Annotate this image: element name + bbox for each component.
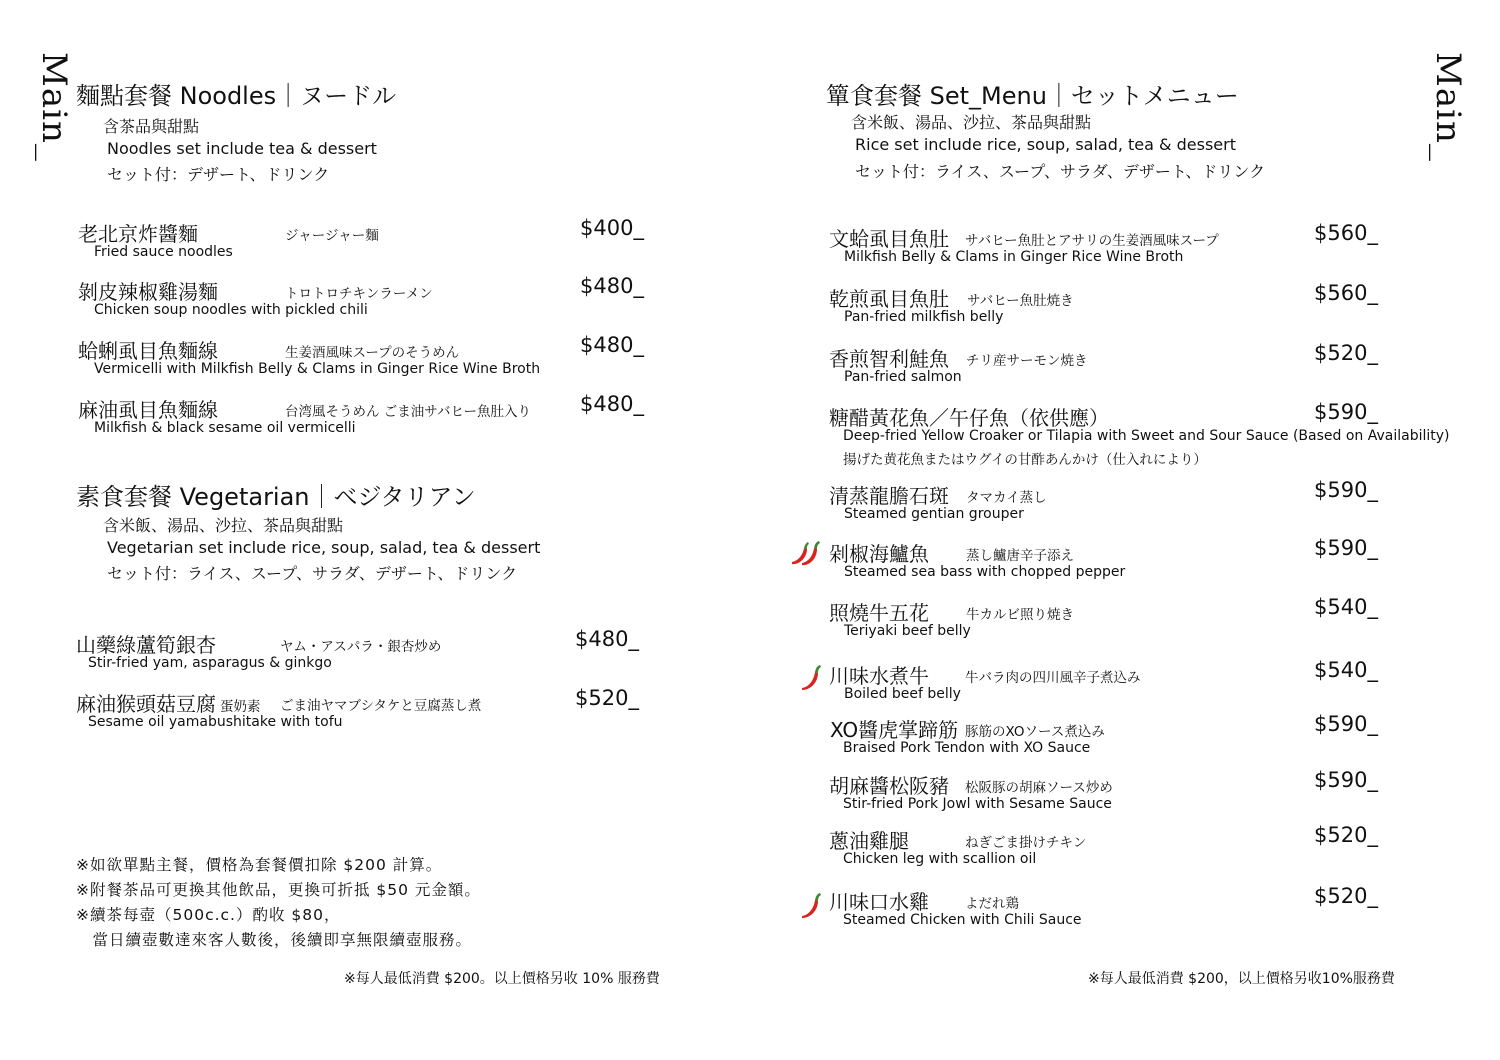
set-menu-sub-ja: セット付：ライス、スープ、サラダ、デザート、ドリンク	[855, 162, 1266, 181]
item-name-zh: 剁椒海鱸魚	[829, 542, 929, 566]
item-name-en: Vermicelli with Milkfish Belly & Clams in Ginger Rice Wine Broth	[94, 361, 541, 377]
noodles-title: 麵點套餐 Noodles｜ヌードル	[76, 82, 397, 110]
item-name-en: Deep-fried Yellow Croaker or Tilapia with Sweet and Sour Sauce (Based on Availability)	[843, 428, 1450, 444]
item-name-en: Boiled beef belly	[844, 686, 961, 702]
item-name-en: Stir-fried Pork Jowl with Sesame Sauce	[843, 796, 1112, 812]
item-price: $540_	[1314, 595, 1378, 619]
item-name-en: Pan-fried salmon	[844, 369, 962, 385]
item-name-ja: ジャージャー麵	[285, 228, 379, 244]
item-name-en: Pan-fried milkfish belly	[844, 309, 1004, 325]
item-name-en: Steamed sea bass with chopped pepper	[844, 564, 1126, 580]
item-name-zh: 乾煎虱目魚肚	[829, 287, 949, 311]
item-price: $560_	[1314, 221, 1378, 245]
item-name-zh: 清蒸龍膽石斑	[829, 484, 949, 508]
item-name-ja: 牛バラ肉の四川風辛子煮込み	[965, 670, 1141, 686]
item-price: $480_	[580, 274, 644, 298]
chili-pepper-icon	[788, 535, 822, 567]
item-name-zh: 剝皮辣椒雞湯麵	[78, 280, 218, 304]
item-name-zh: XO醬虎掌蹄筋	[830, 718, 959, 742]
item-name-en: Fried sauce noodles	[94, 244, 233, 260]
chili-pepper-icon	[798, 887, 824, 919]
item-name-zh: 蛤蜊虱目魚麵線	[78, 339, 218, 363]
item-name-ja: チリ産サーモン焼き	[966, 353, 1088, 369]
item-name-en: Chicken leg with scallion oil	[843, 851, 1037, 867]
note-line: 當日續壺數達來客人數後，後續即享無限續壺服務。	[76, 931, 473, 949]
item-name-ja: よだれ鶏	[965, 896, 1019, 912]
item-price: $480_	[580, 392, 644, 416]
vegetarian-title: 素食套餐 Vegetarian｜ベジタリアン	[76, 483, 476, 511]
noodles-sub-ja: セット付：デザート、ドリンク	[107, 165, 330, 184]
item-name-en: Milkfish & black sesame oil vermicelli	[94, 420, 356, 436]
item-price: $480_	[580, 333, 644, 357]
vegetarian-sub-zh: 含米飯、湯品、沙拉、茶品與甜點	[103, 516, 344, 535]
item-name-ja: ヤム・アスパラ・銀杏炒め	[280, 639, 442, 655]
item-name-en: Steamed gentian grouper	[844, 506, 1024, 522]
vegetarian-sub-en: Vegetarian set include rice, soup, salad, tea & dessert	[107, 538, 541, 557]
item-name-zh: 山藥綠蘆筍銀杏	[76, 633, 216, 657]
vegetarian-sub-ja: セット付：ライス、スープ、サラダ、デザート、ドリンク	[107, 564, 518, 583]
footer-right: ※每人最低消費 $200，以上價格另收10%服務費	[1088, 971, 1395, 987]
item-price: $520_	[1314, 884, 1378, 908]
item-name-ja: 蒸し鱸唐辛子添え	[966, 548, 1074, 564]
item-price: $590_	[1314, 768, 1378, 792]
diet-tag: 蛋奶素	[220, 699, 261, 715]
item-name-ja: 松阪豚の胡麻ソース炒め	[965, 780, 1113, 796]
item-name-zh: 照燒牛五花	[829, 601, 929, 625]
item-name-ja: 豚筋のXOソース煮込み	[965, 724, 1105, 740]
set-menu-title: 簞食套餐 Set_Menu｜セットメニュー	[826, 82, 1239, 110]
item-name-ja: 牛カルビ照り焼き	[966, 607, 1074, 623]
item-price: $540_	[1314, 658, 1378, 682]
item-name-ja: タマカイ蒸し	[966, 490, 1047, 506]
item-price: $590_	[1314, 712, 1378, 736]
noodles-sub-en: Noodles set include tea & dessert	[107, 139, 377, 158]
item-price: $400_	[580, 216, 644, 240]
item-name-en: Sesame oil yamabushitake with tofu	[88, 714, 343, 730]
set-menu-sub-zh: 含米飯、湯品、沙拉、茶品與甜點	[851, 113, 1092, 132]
item-name-zh: 老北京炸醬麵	[78, 222, 198, 246]
item-price: $480_	[575, 627, 639, 651]
set-menu-sub-en: Rice set include rice, soup, salad, tea & dessert	[855, 135, 1236, 154]
item-name-zh: 文蛤虱目魚肚	[829, 227, 949, 251]
item-name-zh: 麻油猴頭菇豆腐 蛋奶素	[76, 692, 261, 716]
item-price: $590_	[1314, 400, 1378, 424]
item-name-zh: 蔥油雞腿	[829, 829, 909, 853]
note-line: ※附餐茶品可更換其他飲品，更換可折抵 $50 元金額。	[76, 881, 481, 899]
item-name-zh: 川味水煮牛	[829, 664, 929, 688]
item-name-en: Stir-fried yam, asparagus & ginkgo	[88, 655, 332, 671]
item-name-ja: サバヒー魚肚焼き	[967, 293, 1074, 309]
item-price: $560_	[1314, 281, 1378, 305]
item-price: $520_	[1314, 341, 1378, 365]
item-name-ja: ねぎごま掛けチキン	[965, 835, 1087, 851]
item-price: $590_	[1314, 536, 1378, 560]
note-line: ※如欲單點主餐，價格為套餐價扣除 $200 計算。	[76, 856, 443, 874]
item-price: $520_	[1314, 823, 1378, 847]
item-name-zh: 糖醋黃花魚／午仔魚（依供應）	[829, 406, 1109, 430]
note-line: ※續茶每壺（500c.c.）酌收 $80，	[76, 906, 341, 924]
footer-left: ※每人最低消費 $200。以上價格另收 10% 服務費	[344, 971, 660, 987]
item-name-zh: 香煎智利鮭魚	[829, 347, 949, 371]
item-price: $520_	[575, 686, 639, 710]
item-name-en: Teriyaki beef belly	[844, 623, 971, 639]
item-name-en: Steamed Chicken with Chili Sauce	[843, 912, 1082, 928]
item-name-ja: 揚げた黄花魚またはウグイの甘酢あんかけ（仕入れにより）	[843, 452, 1207, 468]
item-name-ja: 台湾風そうめん ごま油サバヒー魚肚入り	[285, 404, 531, 420]
item-name-en: Braised Pork Tendon with XO Sauce	[843, 740, 1091, 756]
item-name-ja: 生姜酒風味スープのそうめん	[285, 345, 460, 361]
item-name-zh: 麻油虱目魚麵線	[78, 398, 218, 422]
item-price: $590_	[1314, 478, 1378, 502]
item-name-zh: 川味口水雞	[829, 890, 929, 914]
item-name-ja: サバヒー魚肚とアサリの生姜酒風味スープ	[965, 233, 1219, 249]
item-name-ja: ごま油ヤマブシタケと豆腐蒸し煮	[280, 698, 482, 714]
item-name-ja: トロトロチキンラーメン	[285, 286, 433, 302]
noodles-sub-zh: 含茶品與甜點	[103, 117, 200, 136]
side-label-left: Main_	[34, 52, 74, 162]
item-name-en: Milkfish Belly & Clams in Ginger Rice Wine Broth	[844, 249, 1184, 265]
item-name-en: Chicken soup noodles with pickled chili	[94, 302, 368, 318]
chili-pepper-icon	[798, 659, 824, 691]
item-name-zh: 胡麻醬松阪豬	[829, 774, 949, 798]
side-label-right: Main_	[1428, 52, 1468, 162]
